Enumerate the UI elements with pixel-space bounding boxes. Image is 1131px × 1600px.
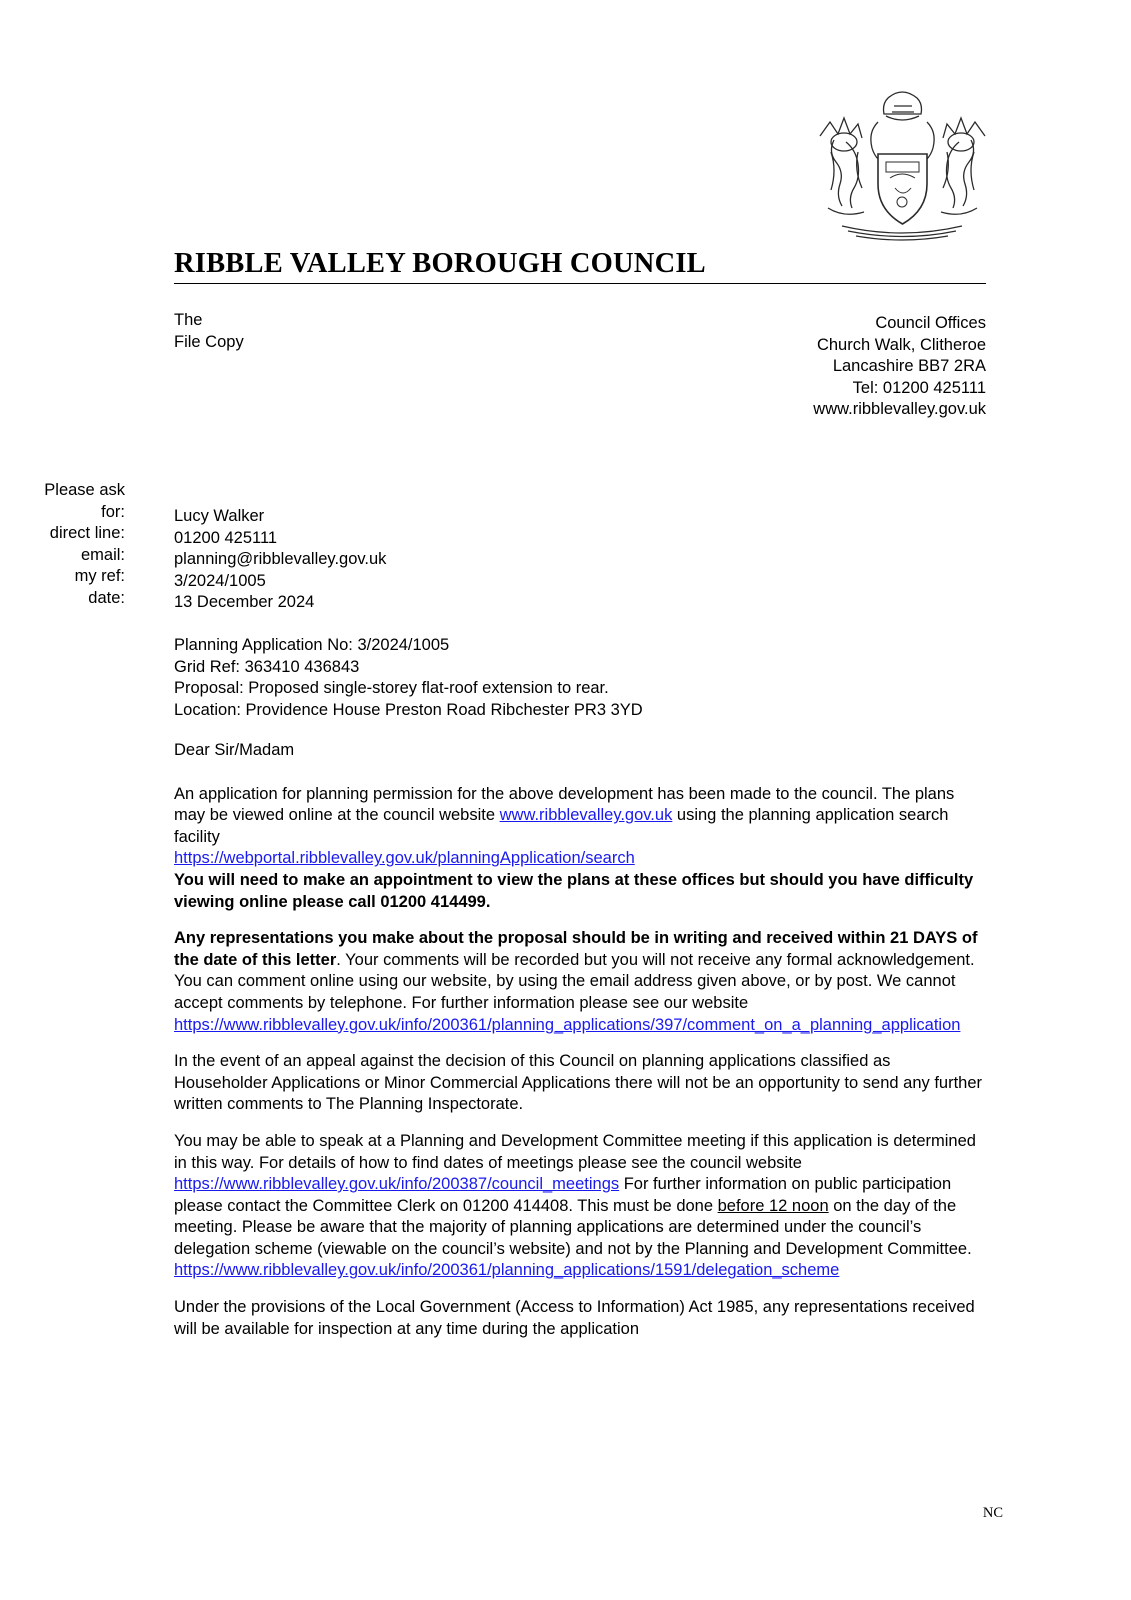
representations-bold-text: Any representations you make about the proposal should be in writing and received within 21 DAYS of the date of this letter: [174, 929, 978, 969]
value-officer-name: Lucy Walker: [174, 507, 265, 525]
addressee-line-2: File Copy: [174, 332, 244, 351]
value-my-ref: 3/2024/1005: [174, 571, 266, 590]
para4-text-part3: on the day of the meeting. Please be aware that the majority of planning applications are determined under the council’s delegation scheme (viewable on the council’s website) and not by the Planning and Development Committee.: [174, 1196, 972, 1258]
comment-on-application-link[interactable]: https://www.ribblevalley.gov.uk/info/200361/planning_applications/397/comment_on_a_planning_application: [174, 1015, 961, 1034]
council-address-block: [600, 313, 986, 421]
paragraph-access-to-information: Under the provisions of the Local Government (Access to Information) Act 1985, any representations received will be available for inspection at any time during the application: [174, 1298, 975, 1338]
paragraph-appeal: In the event of an appeal against the decision of this Council on planning applications classified as Householder Applications or Minor Commercial Applications there will not be an opportunity to send any further written comments to The Planning Inspectorate.: [174, 1052, 983, 1114]
before-12-noon-emphasis: before 12 noon: [717, 1196, 829, 1215]
application-proposal: Proposal: Proposed single-storey flat-roof extension to rear.: [174, 679, 609, 697]
paragraph-search-link: [174, 848, 986, 870]
paragraph-representations: [174, 928, 986, 1014]
council-address-line-1: Council Offices: [875, 314, 986, 332]
para1-text-part1: An application for planning permission for the above development has been made to the council. The plans may be viewed online at the council website: [174, 784, 955, 825]
delegation-scheme-link[interactable]: https://www.ribblevalley.gov.uk/info/200361/planning_applications/1591/delegation_scheme: [174, 1261, 840, 1280]
paragraph-application-made: [174, 784, 986, 849]
paragraph-committee: [174, 1131, 986, 1261]
footer-reference-mark: NC: [982, 1505, 1003, 1521]
label-please-ask-for-line1: Please ask: [44, 481, 125, 499]
appointment-notice-text: You will need to make an appointment to view the plans at these offices but should you have difficulty viewing online please call 01200 414499.: [174, 870, 974, 911]
label-date: date:: [88, 588, 125, 607]
paragraph-delegation-link: [174, 1260, 986, 1282]
addressee-block: [174, 310, 244, 353]
page-title: RIBBLE VALLEY BOROUGH COUNCIL: [174, 248, 706, 279]
label-please-ask-for-line2: for:: [101, 502, 125, 521]
council-telephone: Tel: 01200 425111: [852, 378, 986, 397]
application-number: Planning Application No: 3/2024/1005: [174, 636, 450, 654]
para4-text-part2: For further information on public participation please contact the Committee Clerk on 01200 414408. This must be done: [174, 1175, 952, 1215]
value-direct-line: 01200 425111: [174, 528, 278, 547]
council-website-link[interactable]: www.ribblevalley.gov.uk: [499, 806, 673, 825]
representations-rest-text: . Your comments will be recorded but you will not receive any formal acknowledgement. You can comment online using our website, by using the email address given above, or by post. We cannot accept comments by telephone. For further information please see our website: [174, 950, 975, 1012]
header-divider: [174, 283, 986, 284]
value-date: 13 December 2024: [174, 593, 315, 611]
contact-details-block: [174, 506, 386, 614]
application-location: Location: Providence House Preston Road Ribchester PR3 3YD: [174, 700, 643, 719]
application-details-block: [174, 635, 984, 721]
paragraph-appointment-notice: [174, 870, 986, 913]
addressee-line-1: The: [174, 311, 203, 329]
para1-text-part2: using the planning application search facility: [174, 806, 949, 846]
field-labels-column: [20, 480, 125, 609]
para4-text-part1: You may be able to speak at a Planning and Development Committee meeting if this application is determined in this way. For details of how to find dates of meetings please see the council website: [174, 1131, 976, 1172]
label-my-ref: my ref:: [74, 567, 125, 585]
paragraph-comment-link: [174, 1015, 986, 1037]
council-website: www.ribblevalley.gov.uk: [813, 400, 986, 419]
council-meetings-link[interactable]: https://www.ribblevalley.gov.uk/info/200387/council_meetings: [174, 1175, 620, 1194]
label-email: email:: [80, 545, 125, 564]
label-direct-line: direct line:: [49, 524, 125, 542]
council-address-line-2: Church Walk, Clitheroe: [816, 335, 986, 354]
planning-search-link[interactable]: https://webportal.ribblevalley.gov.uk/planningApplication/search: [174, 849, 635, 868]
council-address-line-3: Lancashire BB7 2RA: [832, 357, 986, 376]
application-grid-ref: Grid Ref: 363410 436843: [174, 657, 360, 676]
salutation: Dear Sir/Madam: [174, 741, 295, 759]
letter-body: [174, 740, 986, 1355]
value-email: planning@ribblevalley.gov.uk: [174, 550, 387, 568]
coat-of-arms-crest-icon: [800, 78, 1005, 246]
